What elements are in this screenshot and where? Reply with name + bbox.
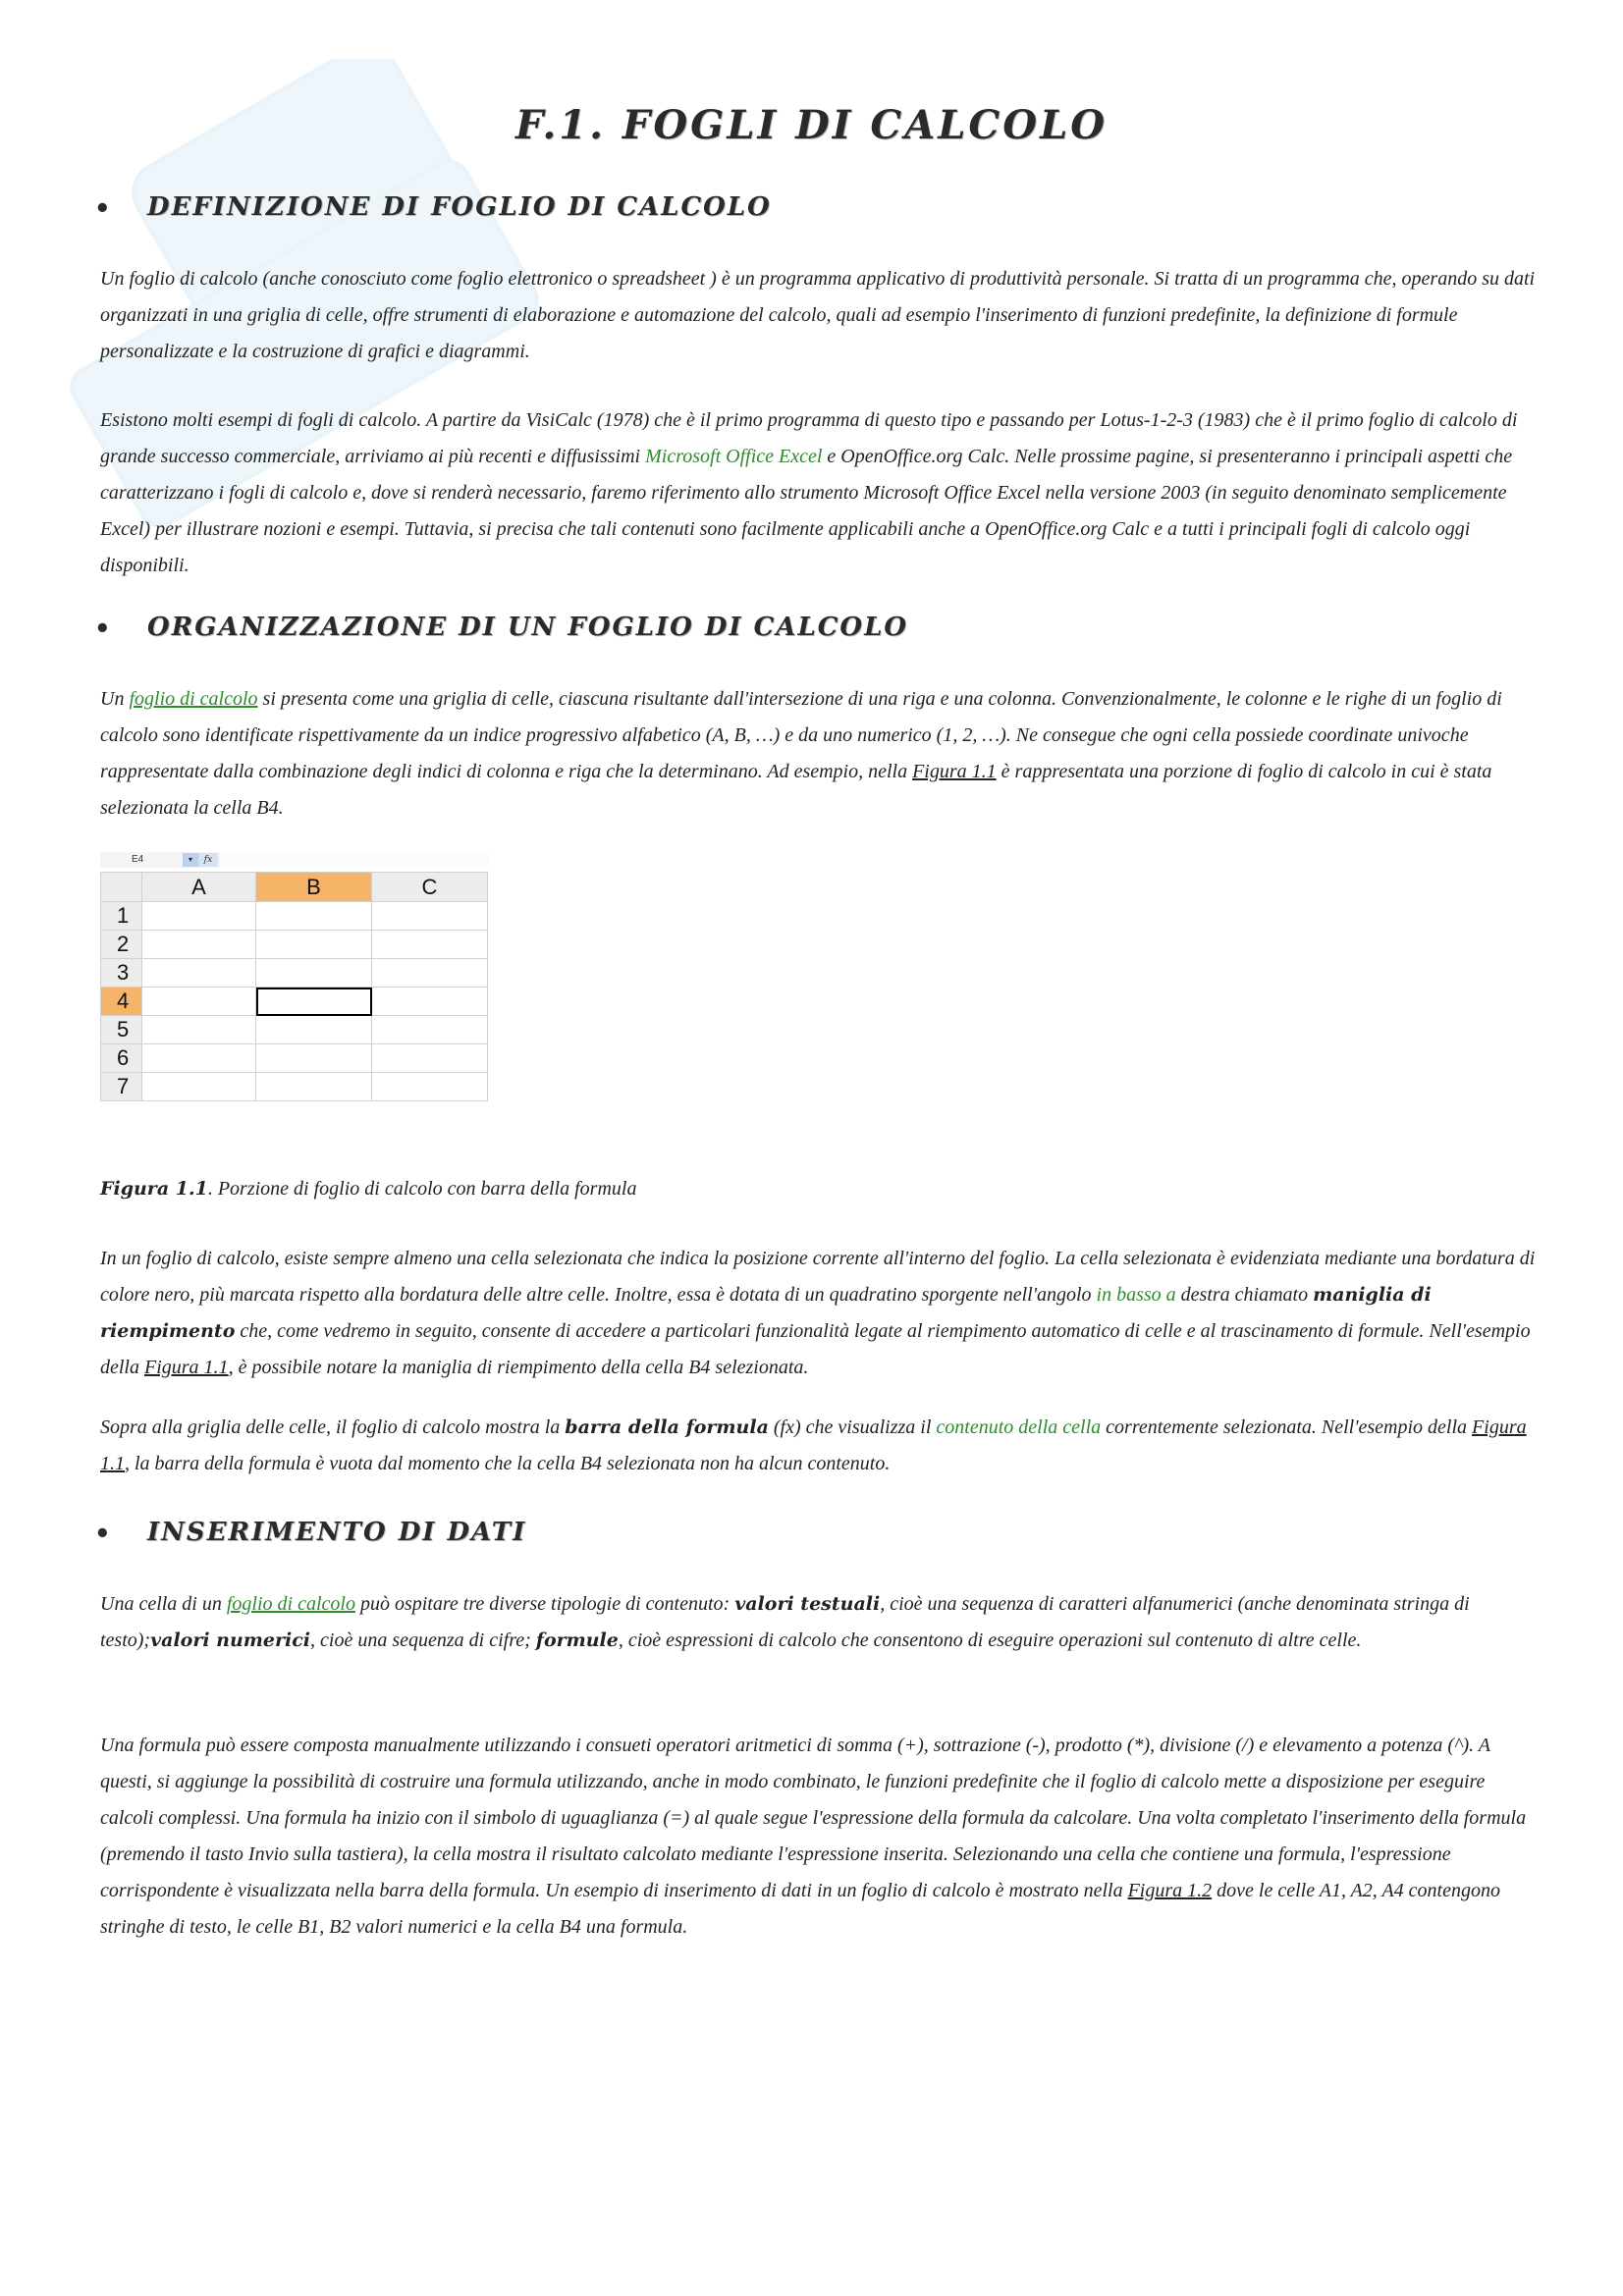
column-header-row	[101, 873, 488, 902]
fx-icon[interactable]: fx	[198, 853, 218, 867]
text-run: dove le celle A1, A2, A4 contengono stringhe di testo, le celle B1, B2 valori numerici e la cella B4 una formula.	[100, 1880, 1500, 1938]
cell-b7[interactable]	[256, 1073, 372, 1101]
section-heading-text: DEFINIZIONE DI FOGLIO DI CALCOLO	[147, 192, 772, 222]
cell-b6[interactable]	[256, 1044, 372, 1073]
paragraph-organizzazione-1	[100, 681, 1536, 827]
row-header-1[interactable]: 1	[101, 902, 142, 931]
table-row	[101, 959, 488, 988]
section-heading-text: ORGANIZZAZIONE DI UN FOGLIO DI CALCOLO	[147, 613, 909, 642]
text-run: In un foglio di calcolo, esiste sempre almeno una cella selezionata che indica la posizione corrente all'interno del foglio. La cella selezionata è evidenziata mediante una bordatura di colore nero, più marcata rispetto alla bordatura delle altre celle. Inoltre, essa è dotata di un quadratino sporgente nell'angolo	[100, 1248, 1536, 1306]
section-heading-definizione	[94, 192, 772, 224]
term-formule: formule	[535, 1629, 619, 1651]
term-valori-testuali: valori testuali	[734, 1593, 881, 1615]
cell-a1[interactable]	[142, 902, 256, 931]
paragraph-definizione-2	[100, 402, 1536, 584]
cell-b1[interactable]	[256, 902, 372, 931]
paragraph-organizzazione-3	[100, 1410, 1536, 1482]
paragraph-inserimento-2	[100, 1728, 1536, 1946]
row-header-5[interactable]: 5	[101, 1016, 142, 1044]
paragraph-organizzazione-2	[100, 1241, 1536, 1386]
row-header-3[interactable]: 3	[101, 959, 142, 988]
text-run: , cioè una sequenza di cifre;	[310, 1629, 536, 1651]
text-run: è rappresentata una porzione di foglio di calcolo in cui è stata selezionata la cella B4.	[100, 761, 1492, 819]
text-run: destra chiamato	[1175, 1284, 1314, 1306]
cell-c3[interactable]	[372, 959, 488, 988]
text-run: Esistono molti esempi di fogli di calcolo. A partire da VisiCalc (1978) che è il primo programma di questo tipo e passando per Lotus-1-2-3 (1983) che è il primo foglio di calcolo di grande successo commerciale, arriviamo ai più recenti e diffusissimi	[100, 409, 1518, 467]
text-run: e OpenOffice.org Calc. Nelle prossime pagine, si presenteranno i principali aspetti che caratterizzano i fogli di calcolo e, dove si renderà necessario, faremo riferimento allo strumento Microsoft Office Excel nella versione 2003 (in seguito denominato semplicemente Excel) per illustrare nozioni e esempi. Tuttavia, si precisa che tali contenuti sono facilmente applicabili anche a OpenOffice.org Calc e a tutti i principali fogli di calcolo oggi disponibili.	[100, 446, 1513, 576]
text-run: , cioè una sequenza di caratteri alfanumerici (anche denominata stringa di testo);	[100, 1593, 1470, 1651]
cell-a7[interactable]	[142, 1073, 256, 1101]
link-figura-1-1[interactable]: Figura 1.1	[144, 1357, 229, 1378]
link-figura-1-1[interactable]: Figura 1.1	[912, 761, 997, 782]
text-run: può ospitare tre diverse tipologie di contenuto:	[354, 1593, 735, 1615]
text-run: , cioè espressioni di calcolo che consentono di eseguire operazioni sul contenuto di altre celle.	[618, 1629, 1362, 1651]
bullet-icon: •	[94, 194, 113, 224]
cell-c7[interactable]	[372, 1073, 488, 1101]
formula-input[interactable]	[220, 852, 489, 868]
link-foglio-di-calcolo[interactable]: foglio di calcolo	[226, 1593, 355, 1615]
term-barra-della-formula: barra della formula	[565, 1416, 769, 1438]
name-box[interactable]: E4	[132, 854, 144, 865]
text-run: , è possibile notare la maniglia di riempimento della cella B4 selezionata.	[228, 1357, 809, 1378]
cell-c1[interactable]	[372, 902, 488, 931]
text-run: , la barra della formula è vuota dal momento che la cella B4 selezionata non ha alcun contenuto.	[125, 1453, 891, 1474]
row-header-6[interactable]: 6	[101, 1044, 142, 1073]
table-row	[101, 1073, 488, 1101]
cell-grid	[100, 872, 488, 1101]
cell-a4[interactable]	[142, 988, 256, 1016]
table-row	[101, 1016, 488, 1044]
text-run: correntemente selezionata. Nell'esempio della	[1101, 1416, 1473, 1438]
paragraph-inserimento-1	[100, 1586, 1536, 1659]
cell-c6[interactable]	[372, 1044, 488, 1073]
cell-c4[interactable]	[372, 988, 488, 1016]
row-header-7[interactable]: 7	[101, 1073, 142, 1101]
bullet-icon: •	[94, 614, 113, 644]
table-row	[101, 988, 488, 1016]
cell-a2[interactable]	[142, 931, 256, 959]
text-run: si presenta come una griglia di celle, ciascuna risultante dall'intersezione di una riga e una colonna. Convenzionalmente, le colonne e le righe di un foglio di calcolo sono identificate rispettivamente da un indice progressivo alfabetico (A, B, …) e da uno numerico (1, 2, …). Ne consegue che ogni cella possiede coordinate univoche rappresentate dalla combinazione degli indici di colonna e riga che la determinano. Ad esempio, nella	[100, 688, 1502, 782]
table-row	[101, 931, 488, 959]
link-figura-1-2[interactable]: Figura 1.2	[1127, 1880, 1213, 1901]
bullet-icon: •	[94, 1520, 113, 1549]
cell-a6[interactable]	[142, 1044, 256, 1073]
column-header-c[interactable]: C	[372, 873, 488, 902]
table-row	[101, 902, 488, 931]
term-valori-numerici: valori numerici	[150, 1629, 311, 1651]
cell-a3[interactable]	[142, 959, 256, 988]
row-header-2[interactable]: 2	[101, 931, 142, 959]
caption-text: . Porzione di foglio di calcolo con barra della formula	[207, 1178, 637, 1200]
link-figura-1-1[interactable]: Figura 1.1	[100, 1416, 1527, 1474]
section-heading-text: INSERIMENTO DI DATI	[147, 1518, 527, 1547]
spreadsheet-figure	[100, 852, 489, 1115]
chevron-down-icon[interactable]: ▾	[183, 853, 198, 867]
cell-c5[interactable]	[372, 1016, 488, 1044]
section-heading-organizzazione	[94, 613, 909, 644]
caption-label: Figura 1.1	[100, 1178, 208, 1200]
corner-cell[interactable]	[101, 873, 142, 902]
column-header-b[interactable]: B	[256, 873, 372, 902]
cell-b2[interactable]	[256, 931, 372, 959]
cell-a5[interactable]	[142, 1016, 256, 1044]
text-run: che, come vedremo in seguito, consente di accedere a particolari funzionalità legate al riempimento automatico di celle e al trascinamento di formule. Nell'esempio della	[100, 1320, 1531, 1378]
text-run: Una formula può essere composta manualmente utilizzando i consueti operatori aritmetici di somma (+), sottrazione (-), prodotto (*), divisione (/) e elevamento a potenza (^). A questi, si aggiunge la possibilità di costruire una formula utilizzando, anche in modo combinato, le funzioni predefinite che il foglio di calcolo mette a disposizione per eseguire calcoli complessi. Una formula ha inizio con il simbolo di uguaglianza (=) al quale segue l'espressione della formula da calcolare. Una volta completato l'inserimento della formula (premendo il tasto Invio sulla tastiera), la cella mostra il risultato calcolato mediante l'espressione inserita. Selezionando una cella che contiene una formula, l'espressione corrispondente è visualizzata nella barra della formula. Un esempio di inserimento di dati in un foglio di calcolo è mostrato nella	[100, 1735, 1527, 1901]
term-maniglia-di-riempimento: maniglia di riempimento	[100, 1284, 1432, 1342]
cell-b4-selected[interactable]	[256, 988, 372, 1016]
text-run: Sopra alla griglia delle celle, il foglio di calcolo mostra la	[100, 1416, 566, 1438]
link-in-basso-a[interactable]: in basso a	[1096, 1284, 1176, 1306]
section-heading-inserimento	[94, 1518, 527, 1549]
cell-b3[interactable]	[256, 959, 372, 988]
figure-caption	[100, 1178, 636, 1201]
cell-b5[interactable]	[256, 1016, 372, 1044]
link-microsoft-office-excel[interactable]: Microsoft Office Excel	[645, 446, 823, 467]
column-header-a[interactable]: A	[142, 873, 256, 902]
row-header-4[interactable]: 4	[101, 988, 142, 1016]
text-run: Una cella di un	[100, 1593, 227, 1615]
paragraph-definizione-1: Un foglio di calcolo (anche conosciuto come foglio elettronico o spreadsheet ) è un programma applicativo di produttività personale. Si tratta di un programma che, operando su dati organizzati in una griglia di celle, offre strumenti di elaborazione e automazione del calcolo, quali ad esempio l'inserimento di funzioni predefinite, la definizione di formule personalizzate e la costruzione di grafici e diagrammi.	[100, 268, 1536, 362]
link-contenuto-della-cella[interactable]: contenuto della cella	[936, 1416, 1102, 1438]
text-run: (fx) che visualizza il	[768, 1416, 937, 1438]
cell-c2[interactable]	[372, 931, 488, 959]
table-row	[101, 1044, 488, 1073]
page-title: F.1. FOGLI DI CALCOLO	[514, 102, 1109, 148]
link-foglio-di-calcolo[interactable]: foglio di calcolo	[129, 688, 258, 710]
text-run: Un	[100, 688, 130, 710]
